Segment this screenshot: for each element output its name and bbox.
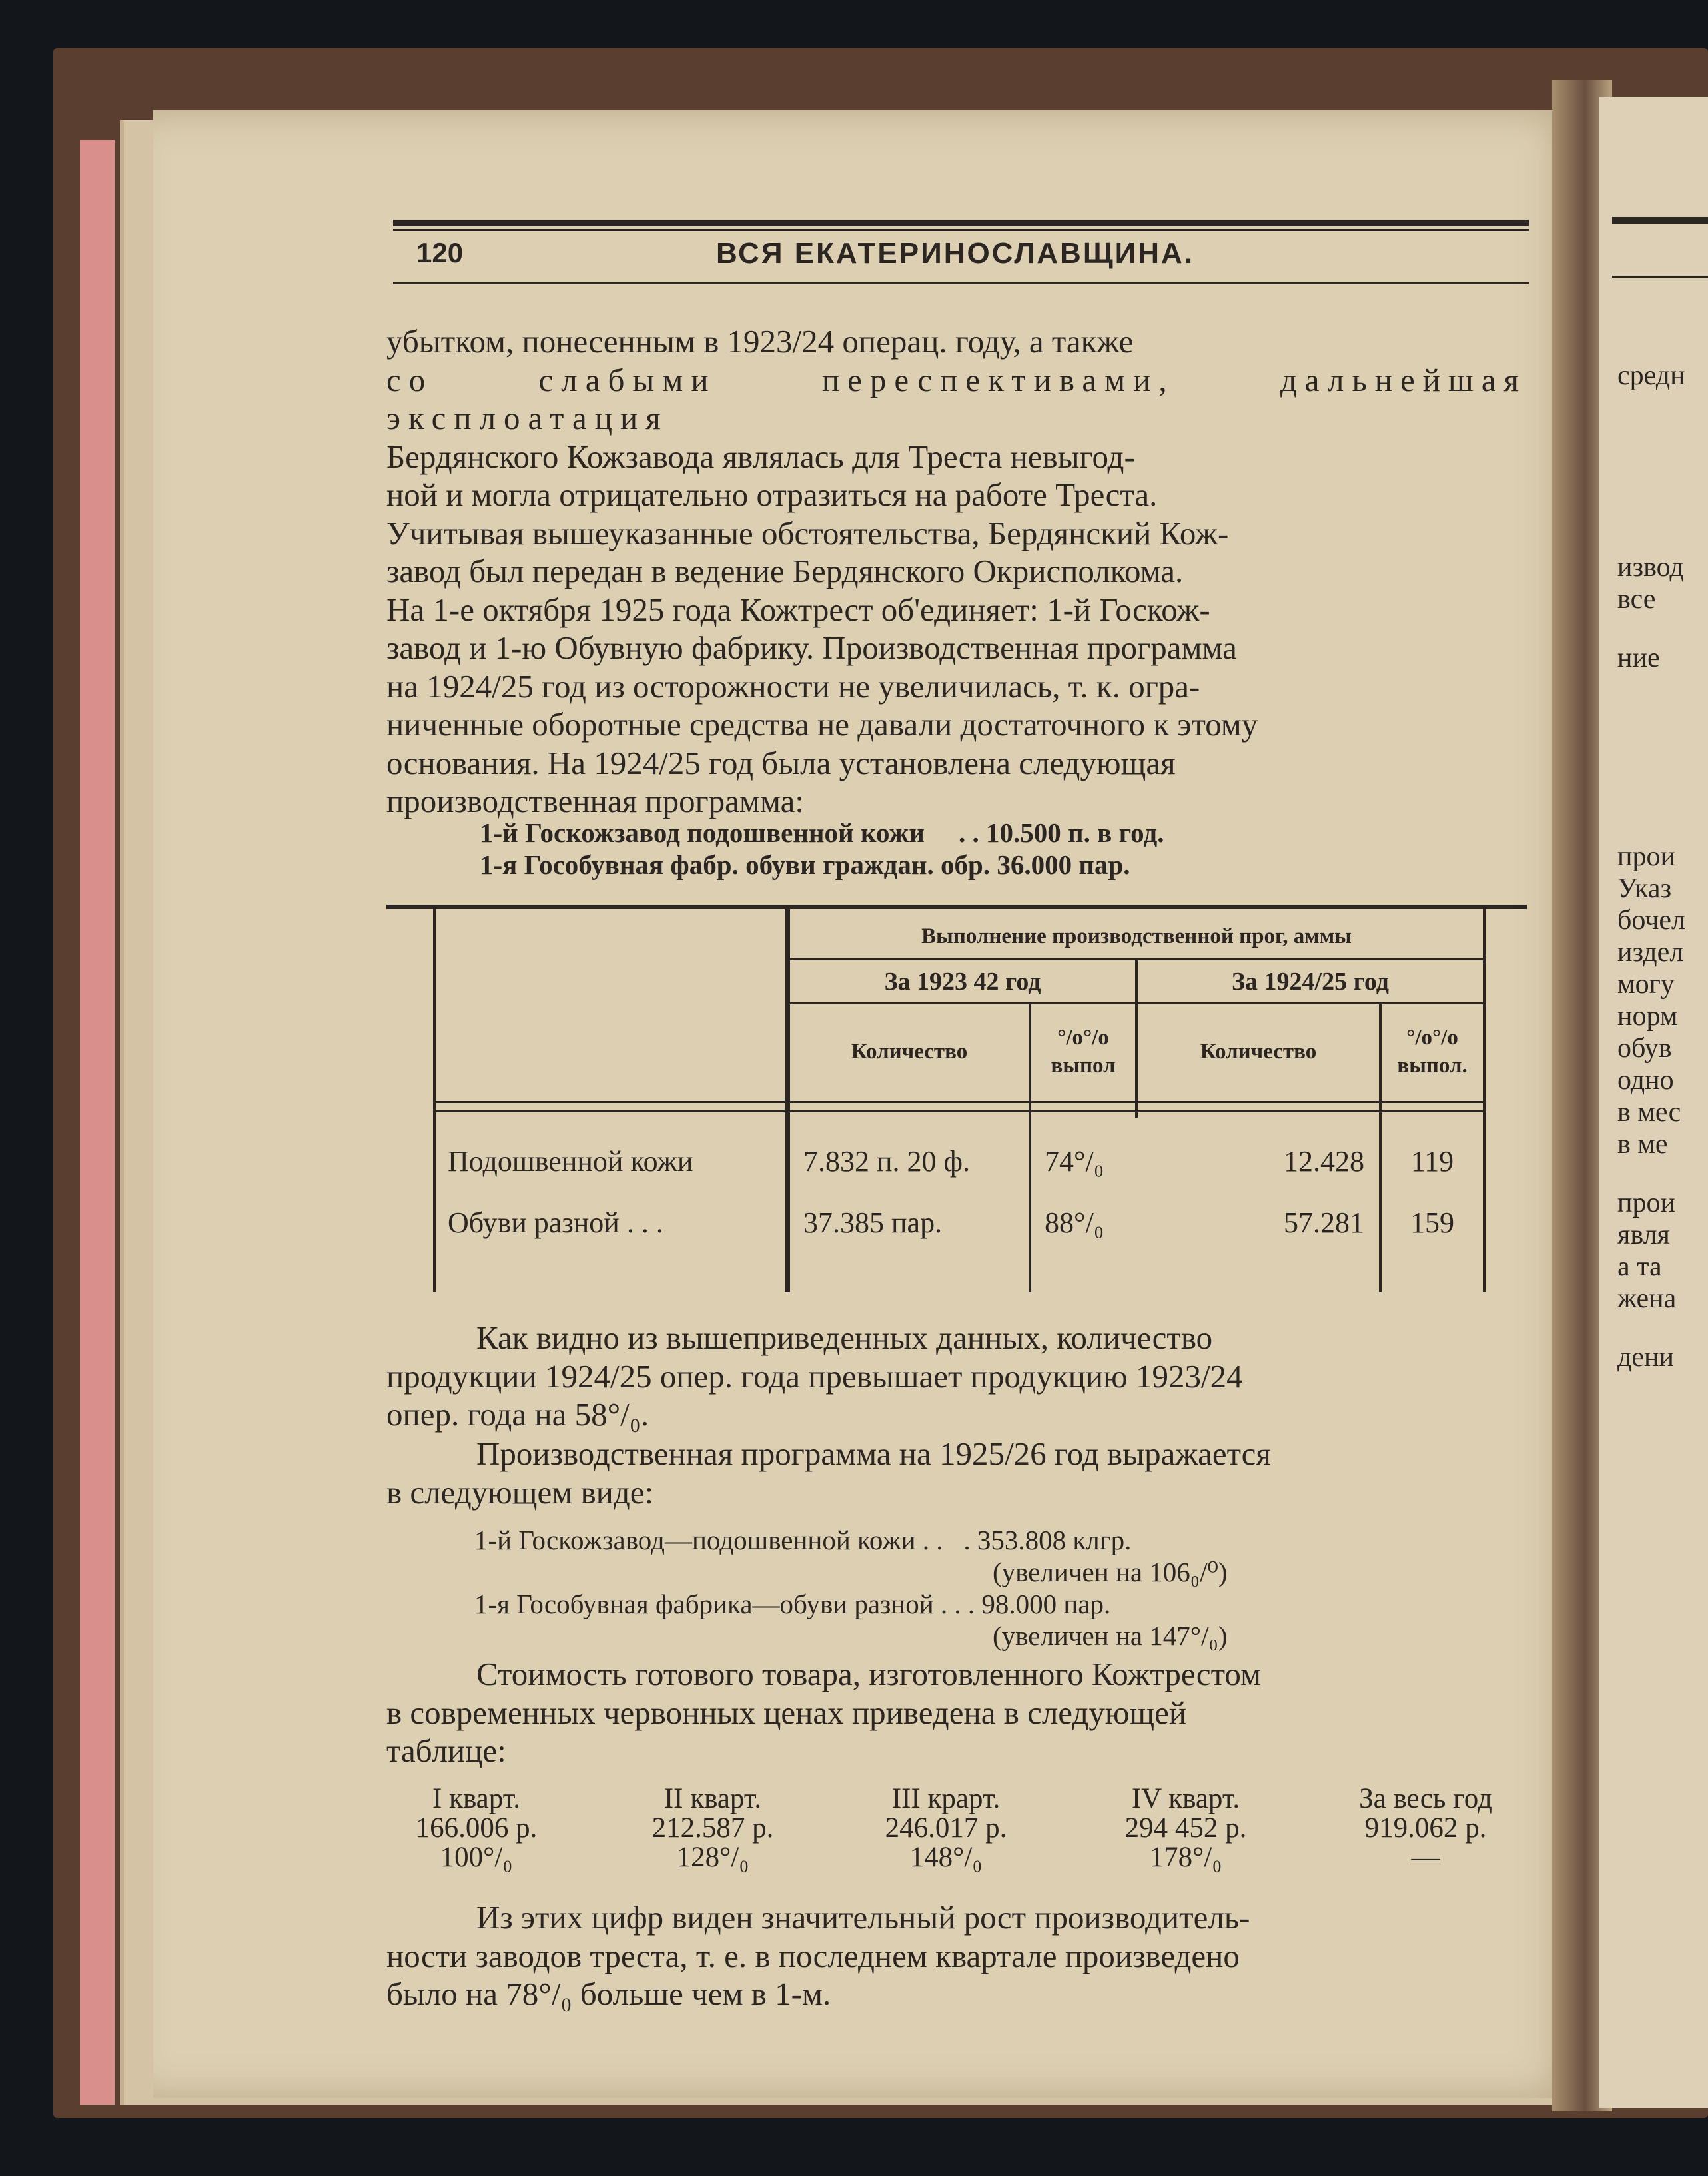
cell-value: 57.281 — [1284, 1206, 1364, 1239]
text-line: Производственная программа на 1925/26 год выражается — [476, 1435, 1271, 1472]
text-line: Как видно из вышеприведенных данных, количество — [476, 1319, 1213, 1356]
text-line: в следующем виде: — [386, 1473, 654, 1511]
cell-value: 37.385 пар. — [803, 1206, 943, 1239]
quarter-percent: 100°/₀ — [440, 1842, 513, 1873]
quarter-label: За весь год — [1359, 1783, 1492, 1814]
row-label: Подошвенной кожи — [448, 1145, 693, 1178]
fragment: средн — [1617, 360, 1685, 391]
fragment: могу — [1617, 969, 1675, 1000]
fragment: в мес — [1617, 1097, 1681, 1128]
program-1924-line: 1-й Госкожзавод подошвенной кожи . . 10.500 п. в год. — [480, 817, 1164, 848]
comparison-paragraph — [386, 1319, 1527, 1434]
fragment: прои — [1617, 841, 1675, 872]
column-header: °/о°/о выпол — [1051, 1026, 1116, 1078]
quarter-value: 294 452 р. — [1124, 1812, 1247, 1844]
text-line: Учитывая вышеуказанные обстоятельства, Бердянский Кож- — [386, 514, 1229, 551]
fragment: бочел — [1617, 905, 1686, 936]
program-1925-paragraph — [386, 1435, 1527, 1511]
fragment: норм — [1617, 1001, 1678, 1032]
fragment: извод — [1617, 552, 1684, 583]
page-number: 120 — [416, 237, 464, 268]
fragment: Указ — [1617, 873, 1672, 904]
program-1925-line: (увеличен на 147°/₀) — [993, 1621, 1228, 1651]
fragment: одно — [1617, 1065, 1674, 1096]
text-line: завод был передан в ведение Бердянского Окрисполкома. — [386, 553, 1184, 589]
column-header: Количество — [851, 1040, 968, 1064]
fragment: издел — [1617, 937, 1684, 968]
running-title: ВСЯ ЕКАТЕРИНОСЛАВЩИНА. — [716, 237, 1195, 270]
table-rule — [433, 1110, 1486, 1112]
fragment: обув — [1617, 1033, 1672, 1064]
text-line: ности заводов треста, т. е. в последнем квартале произведено — [386, 1937, 1240, 1974]
table-title: Выполнение производственной прог, аммы — [921, 924, 1352, 948]
cell-value: 74°/₀ — [1045, 1145, 1104, 1178]
table-rule — [433, 1101, 1486, 1103]
quarter-value: 212.587 р. — [651, 1812, 774, 1844]
quarter-percent: 148°/₀ — [909, 1842, 983, 1873]
text-line: опер. года на 58°/₀. — [386, 1396, 649, 1433]
right-page-header-rule — [1612, 217, 1708, 224]
row-label: Обуви разной . . . — [448, 1206, 663, 1239]
period-header: За 1923 42 год — [884, 968, 1041, 996]
text-line: таблице: — [386, 1732, 506, 1769]
header-underline — [393, 282, 1529, 284]
fragment: все — [1617, 584, 1656, 615]
text-line: Стоимость готового товара, изготовленного Кожтрестом — [476, 1656, 1261, 1692]
quarter-label: II кварт. — [663, 1783, 762, 1814]
fragment: в ме — [1617, 1129, 1668, 1160]
quarter-label: IV кварт. — [1131, 1783, 1240, 1814]
fragment: прои — [1617, 1188, 1675, 1218]
header-rule-thick — [393, 220, 1529, 226]
production-table — [386, 905, 1527, 1292]
fragment: дени — [1617, 1342, 1674, 1373]
text-line: Из этих цифр виден значительный рост производитель- — [476, 1899, 1250, 1936]
intro-paragraph — [386, 322, 1527, 821]
fragment: а та — [1617, 1252, 1662, 1282]
text-line: Бердянского Кожзавода являлась для Треста невыгод- — [386, 438, 1135, 475]
quarter-value: 919.062 р. — [1364, 1812, 1487, 1844]
program-1924-line: 1-я Гособувная фабр. обуви граждан. обр. 36.000 пар. — [480, 849, 1130, 880]
right-page-header-underline — [1612, 276, 1708, 278]
text-line: продукции 1924/25 опер. года превышает продукцию 1923/24 — [386, 1357, 1243, 1395]
quarter-label: III крарт. — [891, 1783, 1001, 1814]
quarter-label: I кварт. — [432, 1783, 521, 1814]
text-line: ной и могла отрицательно отразиться на работе Треста. — [386, 476, 1158, 513]
text-line: убытком, понесенным в 1923/24 операц. году, а также — [386, 323, 1134, 360]
program-1925-line: 1-я Гособувная фабрика—обуви разной . . . 98.000 пар. — [474, 1589, 1111, 1619]
quarter-percent: — — [1411, 1842, 1440, 1873]
conclusion-paragraph — [386, 1898, 1527, 2013]
fragment: ние — [1617, 643, 1660, 673]
cell-value: 88°/₀ — [1045, 1206, 1104, 1239]
text-line: на 1924/25 год из осторожности не увеличилась, т. к. огра- — [386, 667, 1200, 705]
text-line: было на 78°/₀ больше чем в 1-м. — [386, 1976, 831, 2012]
cell-value: 7.832 п. 20 ф. — [803, 1145, 971, 1178]
column-header: °/о°/о выпол. — [1397, 1026, 1468, 1078]
right-page-text — [1617, 360, 1708, 1373]
text-line: производственная программа: — [386, 783, 804, 819]
quarter-percent: 178°/₀ — [1149, 1842, 1222, 1873]
fragment: жена — [1617, 1283, 1677, 1314]
quarter-value: 246.017 р. — [885, 1812, 1007, 1844]
text-line: со слабыми переспективами, дальнейшая эксплоатация — [386, 361, 1527, 436]
quarter-value: 166.006 р. — [415, 1812, 538, 1844]
quarter-percent: 128°/₀ — [676, 1842, 749, 1873]
cell-value: 12.428 — [1284, 1145, 1364, 1178]
program-1925-line: (увеличен на 106₀/⁰) — [993, 1557, 1228, 1587]
period-header: За 1924/25 год — [1231, 968, 1390, 996]
table-rule — [789, 1002, 1483, 1004]
table-rule — [789, 958, 1483, 960]
text-line: ниченные оборотные средства не давали достаточного к этому — [386, 706, 1258, 743]
text-line: завод и 1-ю Обувную фабрику. Производственная программа — [386, 629, 1237, 666]
fragment: явля — [1617, 1220, 1670, 1250]
page-edge-strip — [80, 140, 115, 2105]
text-line: основания. На 1924/25 год была установлена следующая — [386, 744, 1176, 781]
program-1925-line: 1-й Госкожзавод—подошвенной кожи . . . 353.808 клгр. — [474, 1525, 1132, 1555]
cell-value: 159 — [1410, 1206, 1454, 1239]
text-line: На 1-е октября 1925 года Кожтрест об'единяет: 1-й Госкож- — [386, 591, 1210, 628]
column-header: Количество — [1200, 1040, 1317, 1064]
cost-paragraph — [386, 1655, 1527, 1770]
text-line: в современных червонных ценах приведена в следующей — [386, 1694, 1187, 1731]
cell-value: 119 — [1410, 1145, 1454, 1178]
header-rule-thin — [393, 229, 1529, 231]
